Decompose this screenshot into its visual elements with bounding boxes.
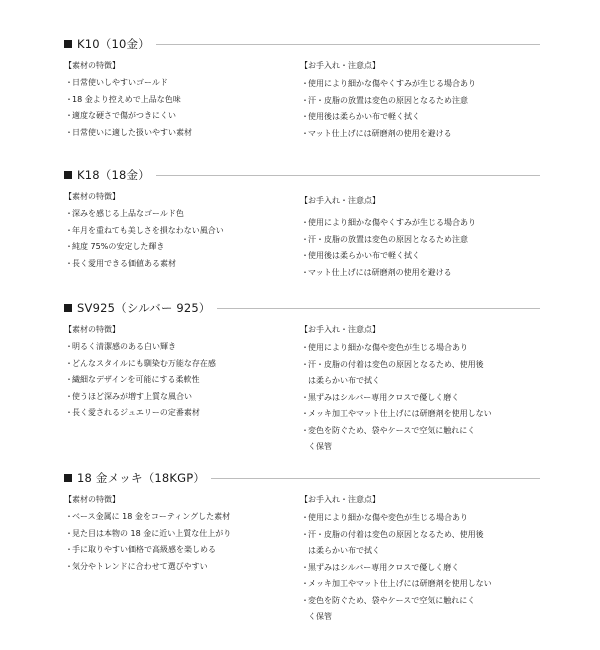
list-item [300, 215, 540, 232]
features-column [64, 324, 289, 422]
list-item-text: 手に取りやすい価格で高級感を楽しめる [72, 545, 216, 554]
list-item-text: 使用により細かな傷やくすみが生じる場合あり [308, 79, 476, 88]
list-item [300, 340, 540, 357]
list-item [300, 510, 540, 527]
list-item-text: どんなスタイルにも馴染む万能な存在感 [72, 358, 216, 368]
bullet-dot-icon: ・ [65, 528, 73, 538]
list-item-text: 汗・皮脂の付着は変色の原因となるため、使用後 は柔らかい布で拭く [308, 359, 484, 385]
features-list [64, 509, 289, 575]
list-item-text: 使用により細かな傷や変色が生じる場合あり [308, 343, 468, 352]
bullet-dot-icon: ・ [301, 267, 309, 277]
list-item-text: 気分やトレンドに合わせて選びやすい [72, 561, 208, 571]
square-bullet-icon [64, 304, 72, 312]
bullet-dot-icon: ・ [301, 112, 309, 121]
list-item [300, 109, 540, 126]
bullet-dot-icon: ・ [301, 234, 309, 244]
bullet-dot-icon: ・ [301, 579, 309, 588]
list-item [64, 108, 289, 125]
list-item [300, 406, 540, 423]
list-item-text: 繊細なデザインを可能にする柔軟性 [72, 375, 200, 384]
bullet-dot-icon: ・ [301, 343, 309, 352]
list-item-text: 長く愛されるジュエリーの定番素材 [72, 408, 200, 417]
care-list [300, 76, 540, 142]
list-item-text: 使用後は柔らかい布で軽く拭く [308, 112, 420, 121]
list-item-text: 汗・皮脂の放置は変色の原因となるため注意 [308, 95, 468, 105]
list-item-text: 日常使いしやすいゴールド [72, 78, 168, 87]
list-item [300, 76, 540, 93]
section-header [64, 167, 540, 183]
care-heading: 【お手入れ・注意点】 [300, 61, 380, 70]
bullet-dot-icon: ・ [301, 562, 309, 572]
list-item-text: 純度 75%の安定した輝き [72, 242, 165, 251]
bullet-dot-icon: ・ [301, 128, 309, 138]
list-item-text: 明るく清潔感のある白い輝き [72, 342, 176, 351]
bullet-dot-icon: ・ [65, 111, 73, 120]
list-item [64, 509, 289, 526]
section-sv925 [64, 300, 540, 451]
list-item [64, 405, 289, 422]
care-column [300, 195, 540, 281]
bullet-dot-icon: ・ [65, 94, 73, 104]
features-column [64, 60, 289, 141]
list-item-text: 使うほど深みが増す上質な風合い [72, 391, 192, 401]
section-header [64, 470, 540, 486]
bullet-dot-icon: ・ [65, 545, 73, 554]
care-heading: 【お手入れ・注意点】 [300, 196, 380, 205]
list-item-text: 深みを感じる上品なゴールド色 [72, 209, 184, 218]
features-list [64, 339, 289, 422]
bullet-dot-icon: ・ [65, 242, 73, 251]
bullet-dot-icon: ・ [65, 78, 73, 87]
list-item [64, 542, 289, 559]
list-item [64, 239, 289, 256]
bullet-dot-icon: ・ [65, 358, 73, 368]
features-column [64, 494, 289, 575]
bullet-dot-icon: ・ [65, 375, 73, 384]
list-item [64, 356, 289, 373]
list-item [300, 423, 540, 456]
bullet-dot-icon: ・ [65, 127, 73, 137]
list-item-text: 適度な硬さで傷がつきにくい [72, 111, 176, 120]
bullet-dot-icon: ・ [301, 218, 309, 227]
bullet-dot-icon: ・ [301, 392, 309, 402]
features-heading: 【素材の特徴】 [64, 495, 120, 504]
list-item-text: 見た目は本物の 18 金に近い上質な仕上がり [72, 528, 232, 538]
care-list [300, 510, 540, 626]
care-list [300, 215, 540, 281]
features-list [64, 75, 289, 141]
list-item [300, 93, 540, 110]
list-item-text: 長く愛用できる価値ある素材 [72, 258, 176, 268]
section-18kgp [64, 470, 540, 621]
bullet-dot-icon: ・ [65, 258, 73, 268]
list-item-text: メッキ加工やマット仕上げには研磨剤を使用しない [308, 409, 492, 418]
section-title-text: SV925（シルバー 925） [77, 301, 211, 315]
section-title [64, 36, 156, 52]
bullet-dot-icon: ・ [65, 512, 73, 521]
section-title [64, 300, 217, 316]
bullet-dot-icon: ・ [65, 209, 73, 218]
features-heading: 【素材の特徴】 [64, 61, 120, 70]
list-item-text: 18 金より控えめで上品な色味 [72, 94, 181, 104]
list-item-text: 年月を重ねても美しさを損なわない風合い [72, 225, 224, 235]
list-item-text: 日常使いに適した扱いやすい素材 [72, 127, 192, 137]
list-item-text: マット仕上げには研磨剤の使用を避ける [308, 267, 452, 277]
features-column [64, 191, 289, 272]
list-item [300, 357, 540, 390]
bullet-dot-icon: ・ [65, 342, 73, 351]
bullet-dot-icon: ・ [301, 513, 309, 522]
features-heading: 【素材の特徴】 [64, 192, 120, 201]
bullet-dot-icon: ・ [65, 225, 73, 235]
list-item-text: メッキ加工やマット仕上げには研磨剤を使用しない [308, 579, 492, 588]
list-item [64, 339, 289, 356]
list-item [300, 576, 540, 593]
list-item [64, 559, 289, 576]
list-item [64, 92, 289, 109]
square-bullet-icon [64, 40, 72, 48]
list-item-text: 使用後は柔らかい布で軽く拭く [308, 251, 420, 260]
list-item [64, 75, 289, 92]
list-item [300, 593, 540, 626]
care-column [300, 494, 540, 626]
list-item [64, 125, 289, 142]
list-item-text: ベース金属に 18 金をコーティングした素材 [72, 512, 231, 521]
section-title-text: K10（10金） [77, 37, 150, 51]
list-item-text: 変色を防ぐため、袋やケースで空気に触れにく く保管 [308, 425, 476, 451]
section-k10 [64, 36, 540, 138]
list-item-text: 汗・皮脂の付着は変色の原因となるため、使用後 は柔らかい布で拭く [308, 529, 484, 555]
care-column [300, 324, 540, 456]
list-item [64, 372, 289, 389]
care-heading: 【お手入れ・注意点】 [300, 495, 380, 504]
list-item-text: 黒ずみはシルバー専用クロスで優しく磨く [308, 392, 460, 402]
bullet-dot-icon: ・ [301, 251, 309, 260]
section-title [64, 167, 156, 183]
list-item [64, 206, 289, 223]
list-item [64, 256, 289, 273]
bullet-dot-icon: ・ [301, 529, 309, 539]
list-item [64, 526, 289, 543]
section-header [64, 36, 540, 52]
list-item-text: 使用により細かな傷やくすみが生じる場合あり [308, 218, 476, 227]
section-title-text: 18 金メッキ（18KGP） [77, 471, 206, 485]
bullet-dot-icon: ・ [301, 359, 309, 369]
features-heading: 【素材の特徴】 [64, 325, 120, 334]
care-heading: 【お手入れ・注意点】 [300, 325, 380, 334]
care-column [300, 60, 540, 142]
section-header [64, 300, 540, 316]
list-item-text: 汗・皮脂の放置は変色の原因となるため注意 [308, 234, 468, 244]
list-item [300, 527, 540, 560]
bullet-dot-icon: ・ [301, 95, 309, 105]
list-item [300, 232, 540, 249]
section-k18 [64, 167, 540, 277]
section-title [64, 470, 211, 486]
list-item-text: 黒ずみはシルバー専用クロスで優しく磨く [308, 562, 460, 572]
list-item [300, 126, 540, 143]
list-item-text: 変色を防ぐため、袋やケースで空気に触れにく く保管 [308, 595, 476, 621]
bullet-dot-icon: ・ [301, 425, 309, 435]
list-item [64, 223, 289, 240]
list-item-text: マット仕上げには研磨剤の使用を避ける [308, 128, 452, 138]
bullet-dot-icon: ・ [301, 409, 309, 418]
square-bullet-icon [64, 171, 72, 179]
bullet-dot-icon: ・ [65, 408, 73, 417]
bullet-dot-icon: ・ [301, 79, 309, 88]
list-item-text: 使用により細かな傷や変色が生じる場合あり [308, 513, 468, 522]
list-item [300, 560, 540, 577]
care-list [300, 340, 540, 456]
section-title-text: K18（18金） [77, 168, 150, 182]
list-item [300, 265, 540, 282]
features-list [64, 206, 289, 272]
bullet-dot-icon: ・ [65, 561, 73, 571]
bullet-dot-icon: ・ [65, 391, 73, 401]
list-item [64, 389, 289, 406]
list-item [300, 390, 540, 407]
list-item [300, 248, 540, 265]
square-bullet-icon [64, 474, 72, 482]
bullet-dot-icon: ・ [301, 595, 309, 605]
